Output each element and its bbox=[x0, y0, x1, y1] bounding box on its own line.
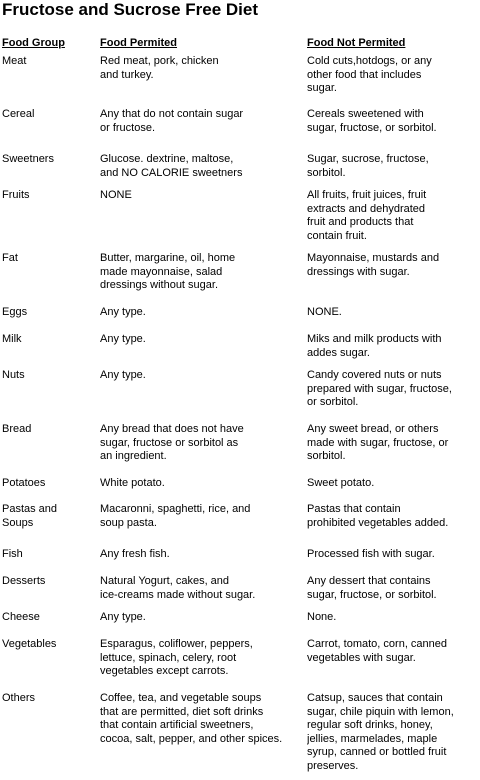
row-food-not-permitted: Any dessert that contains sugar, fructose, or sorbitol. bbox=[307, 575, 437, 601]
row-food-group: Desserts bbox=[2, 575, 46, 587]
row-food-group: Cheese bbox=[2, 611, 40, 623]
row-food-permitted: Butter, margarine, oil, home made mayonnaise, salad dressings without sugar. bbox=[100, 252, 236, 291]
row-food-not-permitted: All fruits, fruit juices, fruit extracts and dehydrated fruit and products that contain fruit. bbox=[307, 189, 427, 242]
row-food-not-permitted: None. bbox=[307, 611, 337, 623]
row-food-group: Cereal bbox=[2, 108, 35, 120]
header-food-not-permitted: Food Not Permited bbox=[307, 37, 406, 49]
row-food-not-permitted: Miks and milk products with addes sugar. bbox=[307, 333, 442, 359]
row-food-permitted: Any type. bbox=[100, 333, 146, 345]
row-food-not-permitted: Processed fish with sugar. bbox=[307, 548, 435, 560]
row-food-group: Sweetners bbox=[2, 153, 54, 165]
row-food-not-permitted: Candy covered nuts or nuts prepared with sugar, fructose, or sorbitol. bbox=[307, 369, 452, 408]
row-food-permitted: Any bread that does not have sugar, fructose or sorbitol as an ingredient. bbox=[100, 423, 244, 462]
row-food-group: Pastas and Soups bbox=[2, 503, 58, 529]
row-food-permitted: Coffee, tea, and vegetable soups that are permitted, diet soft drinks that contain artificial sweetners, cocoa, salt, pepper, and other spices. bbox=[100, 692, 283, 745]
row-food-group: Others bbox=[2, 692, 36, 704]
header-food-permitted: Food Permited bbox=[100, 37, 178, 49]
row-food-permitted: Any fresh fish. bbox=[100, 548, 170, 560]
row-food-permitted: Any that do not contain sugar or fructose. bbox=[100, 108, 244, 134]
row-food-permitted: Macaronni, spaghetti, rice, and soup pasta. bbox=[100, 503, 251, 529]
row-food-group: Fish bbox=[2, 548, 23, 560]
row-food-group: Bread bbox=[2, 423, 32, 435]
row-food-not-permitted: Sugar, sucrose, fructose, sorbitol. bbox=[307, 153, 429, 179]
row-food-not-permitted: Cold cuts,hotdogs, or any other food that includes sugar. bbox=[307, 55, 432, 94]
row-food-group: Eggs bbox=[2, 306, 28, 318]
row-food-permitted: Red meat, pork, chicken and turkey. bbox=[100, 55, 219, 81]
row-food-not-permitted: Mayonnaise, mustards and dressings with sugar. bbox=[307, 252, 440, 278]
row-food-group: Vegetables bbox=[2, 638, 57, 650]
row-food-permitted: NONE bbox=[100, 189, 132, 201]
row-food-permitted: Any type. bbox=[100, 306, 146, 318]
row-food-group: Nuts bbox=[2, 369, 25, 381]
row-food-not-permitted: Sweet potato. bbox=[307, 477, 375, 489]
row-food-permitted: Esparagus, coliflower, peppers, lettuce, spinach, celery, root vegetables except carrots. bbox=[100, 638, 253, 677]
row-food-group: Milk bbox=[2, 333, 22, 345]
row-food-not-permitted: Any sweet bread, or others made with sugar, fructose, or sorbitol. bbox=[307, 423, 449, 462]
row-food-not-permitted: Carrot, tomato, corn, canned vegetables with sugar. bbox=[307, 638, 448, 664]
row-food-group: Meat bbox=[2, 55, 27, 67]
page-title: Fructose and Sucrose Free Diet bbox=[2, 0, 259, 19]
row-food-permitted: White potato. bbox=[100, 477, 165, 489]
row-food-not-permitted: Pastas that contain prohibited vegetables added. bbox=[307, 503, 449, 529]
row-food-not-permitted: Cereals sweetened with sugar, fructose, or sorbitol. bbox=[307, 108, 437, 134]
row-food-permitted: Natural Yogurt, cakes, and ice-creams made without sugar. bbox=[100, 575, 256, 601]
row-food-group: Fruits bbox=[2, 189, 30, 201]
row-food-group: Potatoes bbox=[2, 477, 46, 489]
row-food-not-permitted: NONE. bbox=[307, 306, 342, 318]
header-food-group: Food Group bbox=[2, 37, 65, 49]
row-food-permitted: Any type. bbox=[100, 611, 146, 623]
row-food-permitted: Any type. bbox=[100, 369, 146, 381]
row-food-not-permitted: Catsup, sauces that contain sugar, chile piquin with lemon, regular soft drinks, honey, jellies, marmelades, maple syrup, canned or bottled fruit preserves. bbox=[307, 692, 454, 772]
row-food-permitted: Glucose. dextrine, maltose, and NO CALORIE sweetners bbox=[100, 153, 243, 179]
row-food-group: Fat bbox=[2, 252, 18, 264]
